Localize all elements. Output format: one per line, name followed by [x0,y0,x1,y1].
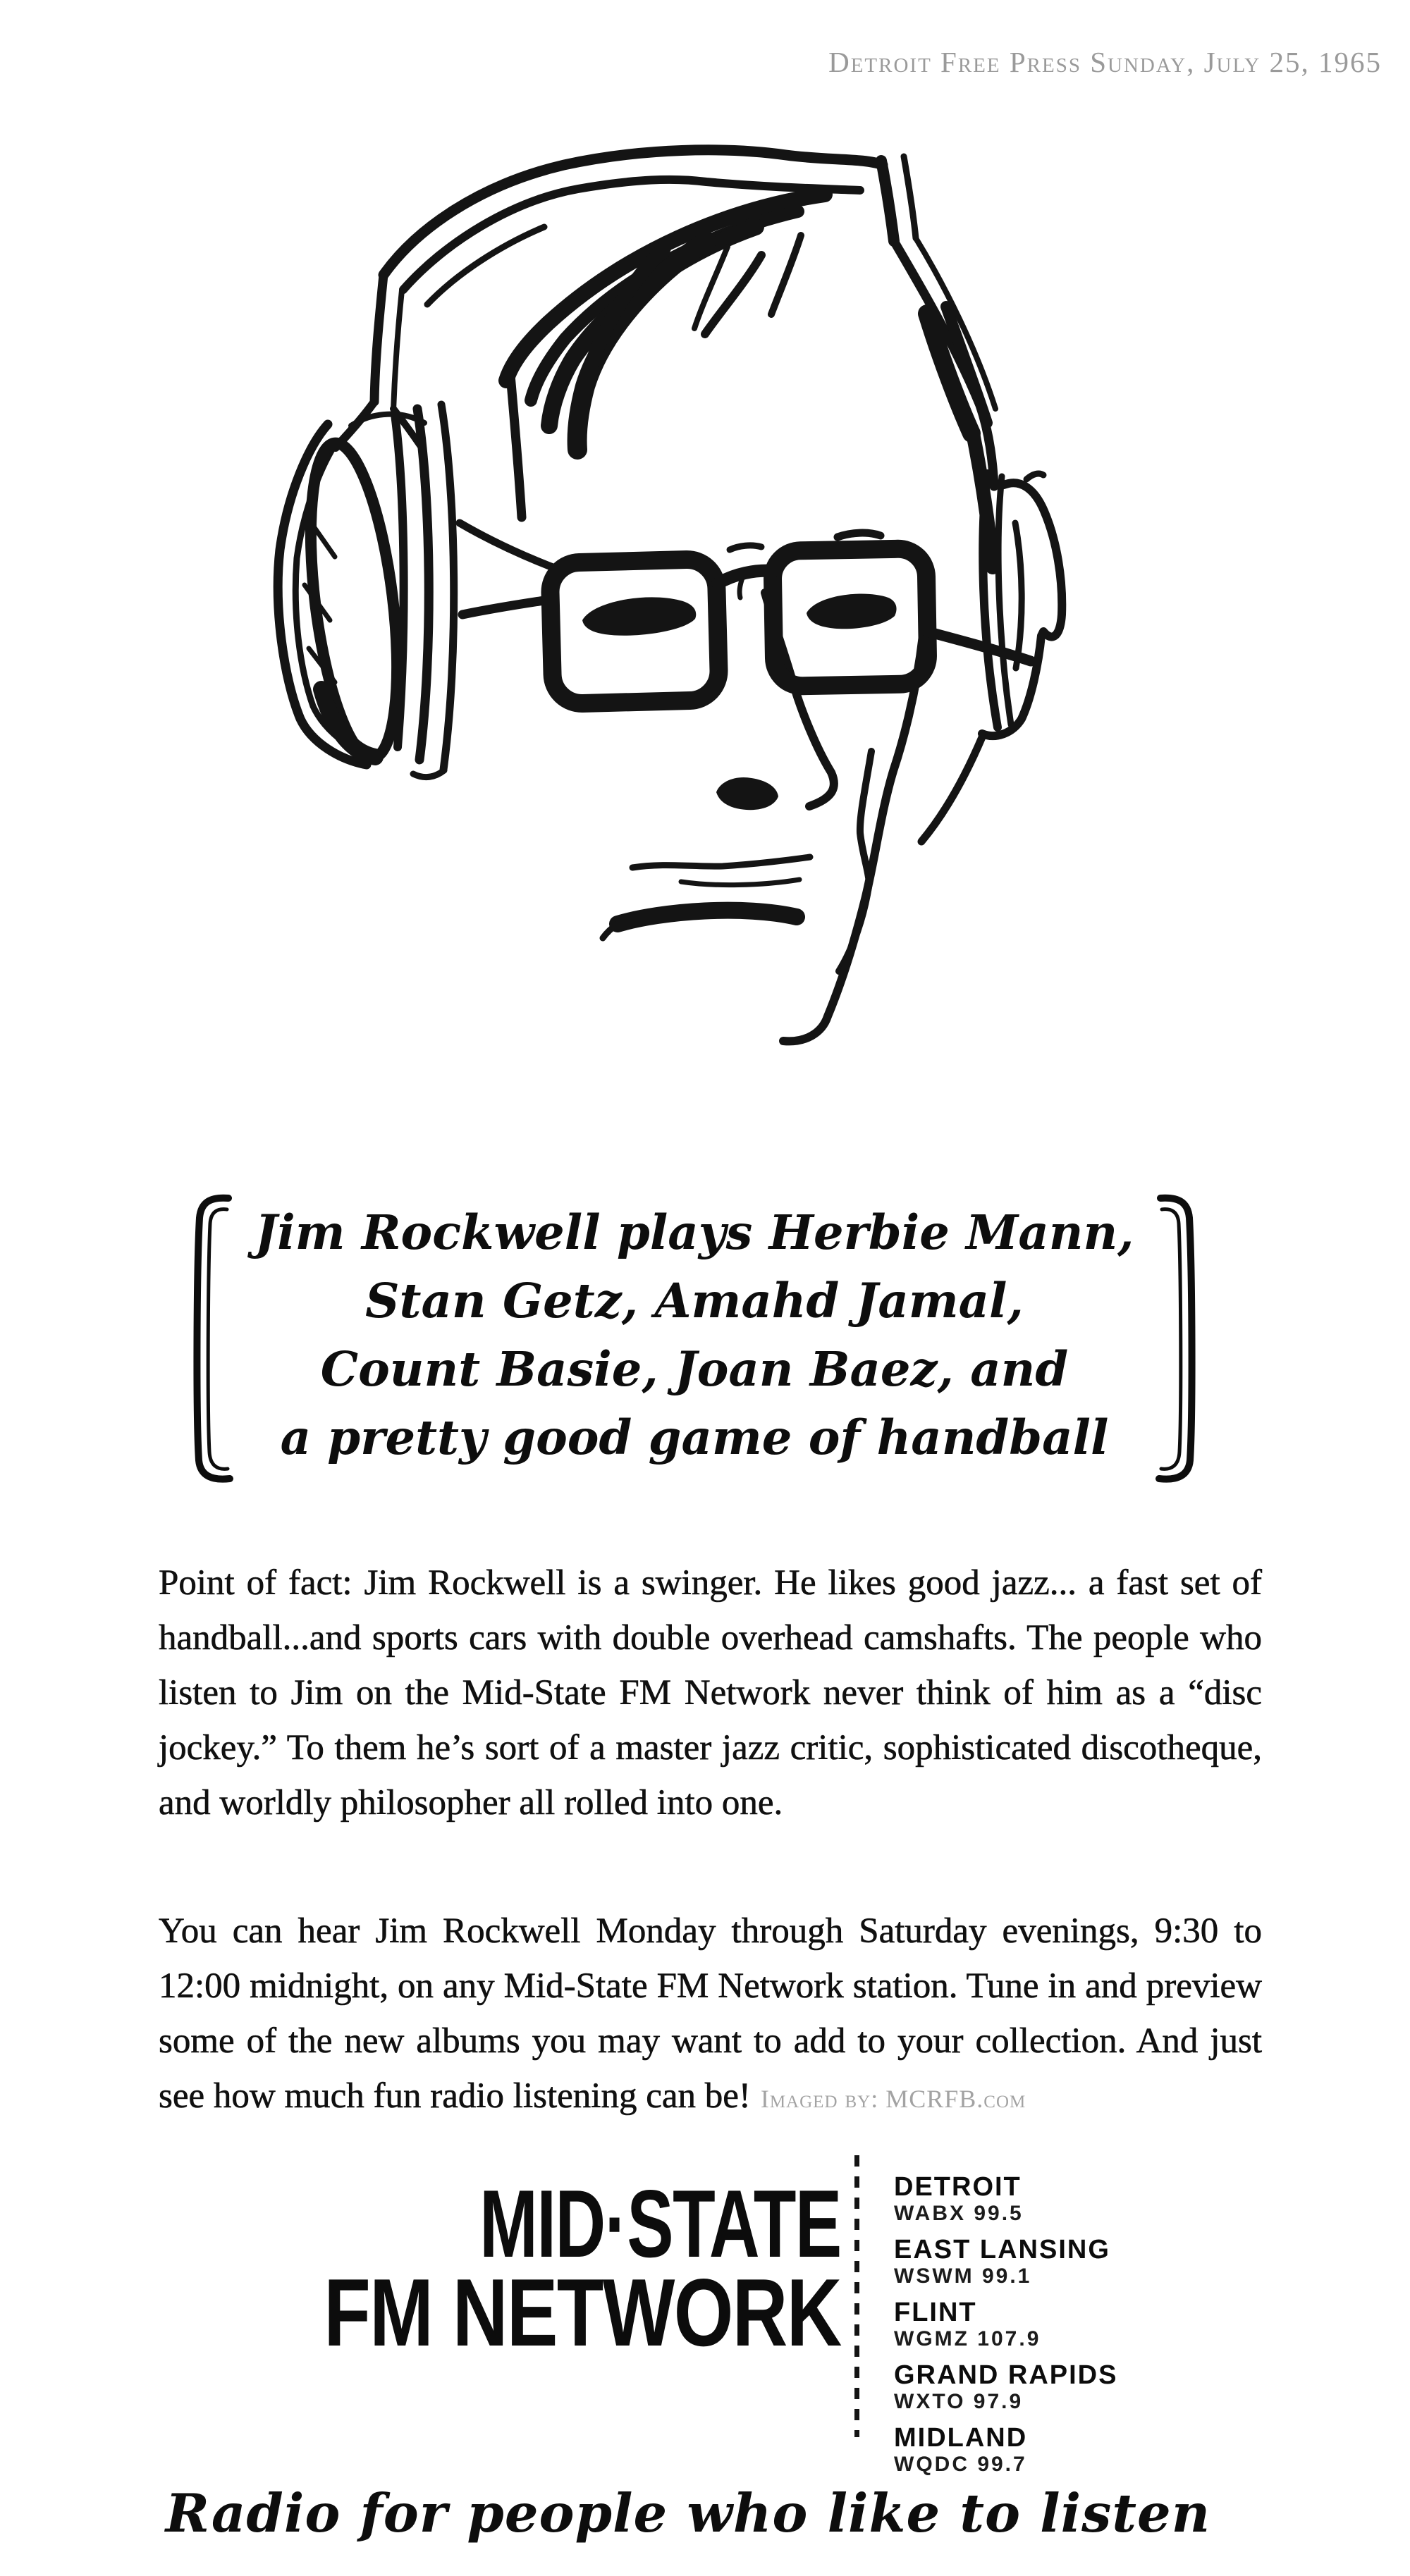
station-frequency: WGMZ 107.9 [894,2327,1041,2350]
station-item [894,2360,1117,2414]
body-paragraph-2-text: You can hear Jim Rockwell Monday through Saturday evenings, 9:30 to 12:00 midnight, on any Mid-State FM Network station. Tune in and preview some of the new albums you may want to add to your collection. And just see how much fun radio listening can be! [159,1911,1262,2116]
headline-text [248,1198,1141,1472]
network-logo [195,2170,841,2366]
station-city: FLINT [894,2298,977,2327]
station-city: DETROIT [894,2172,1022,2202]
left-bracket-icon [189,1191,235,1490]
body-paragraph-2 [159,1904,1262,2126]
body-paragraph-1: Point of fact: Jim Rockwell is a swinger. He likes good jazz... a fast set of handball...and sports cars with double overhead camshafts. The people who listen to Jim on the Mid-State FM Network never think of him as a “disc jockey.” To them he’s sort of a master jazz critic, sophisticated discotheque, and worldly philosopher all rolled into one. [159,1563,1262,1823]
headline-block [189,1191,1200,1490]
headline-line-2: Stan Getz, Amahd Jamal, [365,1273,1024,1329]
station-frequency: WQDC 99.7 [894,2453,1027,2476]
tagline: Radio for people who like to listen [165,2482,1211,2544]
station-item [894,2423,1117,2477]
newspaper-masthead: Detroit Free Press Sunday, July 25, 1965 [828,46,1382,78]
station-list [894,2172,1117,2486]
headline-line-4: a pretty good game of handball [280,1410,1109,1465]
station-frequency: WSWM 99.1 [894,2264,1032,2288]
station-city: EAST LANSING [894,2235,1110,2264]
station-city: MIDLAND [894,2423,1028,2453]
scan-watermark: Imaged by: MCRFB.com [760,2085,1026,2113]
headline-line-1: Jim Rockwell plays Herbie Mann, [255,1204,1134,1260]
station-city: GRAND RAPIDS [894,2360,1118,2390]
man-with-headphones-illustration [268,127,1072,1057]
dashed-divider [854,2155,859,2437]
right-bracket-icon [1153,1191,1200,1490]
network-logo-line-2: FM NETWORK [324,2259,841,2366]
station-item [894,2235,1117,2288]
headline-line-3: Count Basie, Joan Baez, and [320,1341,1069,1397]
station-item [894,2298,1117,2351]
headphones-man-sketch-icon [268,127,1072,1057]
station-item [894,2172,1117,2226]
station-frequency: WABX 99.5 [894,2202,1024,2225]
station-frequency: WXTO 97.9 [894,2390,1024,2413]
network-logo-line-1: MID·STATE [479,2170,841,2277]
